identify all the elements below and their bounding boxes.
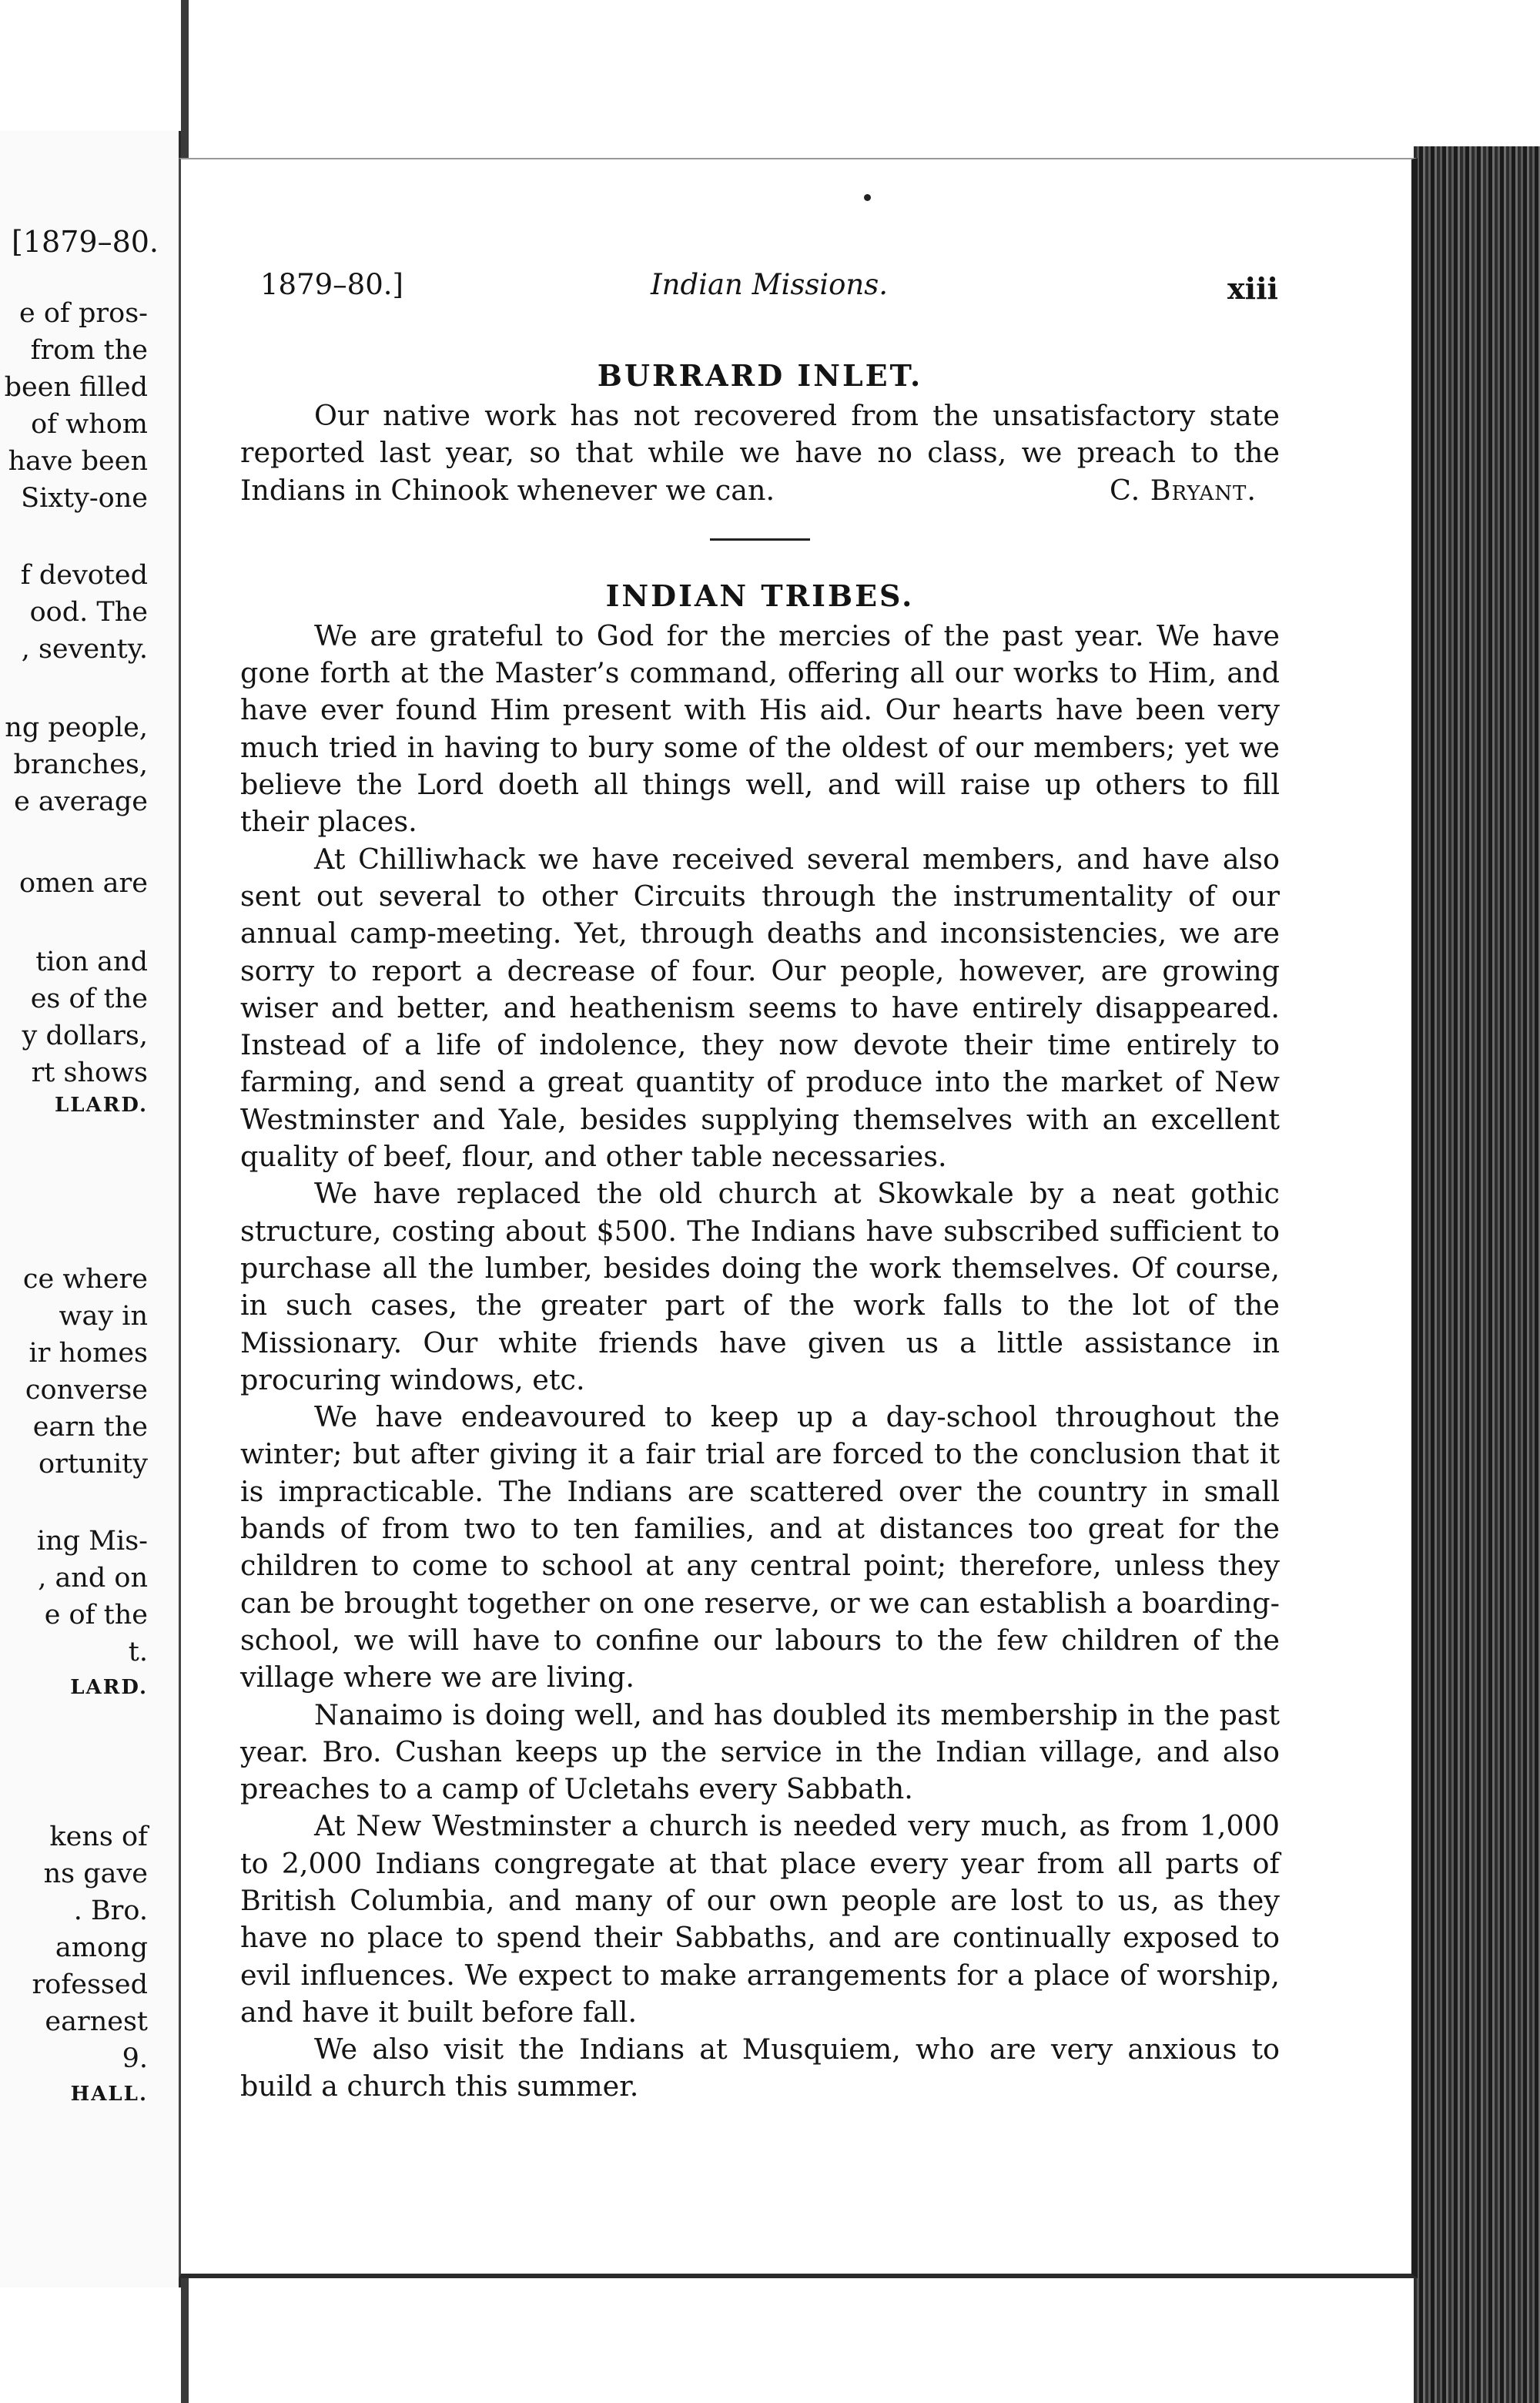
left-page-line: rofessed (32, 1969, 148, 2000)
section-divider-rule (710, 538, 810, 541)
left-page-line: tion and (35, 947, 148, 977)
left-page-line: been filled (4, 372, 148, 403)
left-page-line: ns gave (43, 1858, 148, 1889)
paragraph: At New Westminster a church is needed very much, as from 1,000 to 2,000 Indians congregate at that place every year from all parts of British Columbia, and many of our own people are lost to us, as they have no place to spend their Sabbaths, and are continually exposed to evil influences. We expect to make arrangements for a place of worship, and have it built before fall. (240, 1809, 1280, 2029)
left-page-signature: LLARD. (54, 1094, 148, 1117)
left-page-line: earn the (32, 1412, 148, 1443)
page-edge-top (1414, 0, 1540, 146)
left-page-fragment (0, 131, 181, 2287)
left-page-line: from the (30, 335, 148, 366)
left-page-line: e of pros- (19, 298, 148, 329)
section-heading-burrard-inlet: BURRARD INLET. (597, 358, 923, 393)
left-page-line: . Bro. (73, 1895, 148, 1926)
running-head-year: 1879–80.] (260, 268, 403, 301)
signature: C. Bryant. (1109, 473, 1257, 507)
paragraph: We have replaced the old church at Skowkale by a neat gothic structure, costing about $500. The Indians have subscribed sufficient to purchase all the lumber, besides doing the work themselves. Of course, in such cases, the greater part of the work falls to the lot of the Missionary. Our white friends have given us a little assistance in procuring windows, etc. (240, 1177, 1280, 1396)
ink-speck (864, 194, 871, 201)
left-page-line: 9. (122, 2043, 148, 2074)
left-page-line: t. (128, 1637, 148, 1667)
left-page-line: omen are (19, 868, 148, 899)
left-page-line: y dollars, (22, 1021, 148, 1051)
left-page-line: ing Mis- (36, 1526, 148, 1557)
section-heading-indian-tribes: INDIAN TRIBES. (605, 578, 915, 613)
left-page-line: , seventy. (21, 634, 148, 665)
left-page-signature: LARD. (70, 1676, 148, 1699)
left-page-line: ng people, (5, 712, 148, 743)
running-head-title: Indian Missions. (651, 268, 888, 301)
left-page-line: ood. The (29, 597, 148, 628)
paragraph (240, 397, 1280, 509)
left-page-line: ortunity (38, 1449, 148, 1480)
left-page-line: e average (14, 786, 148, 817)
paragraph: We are grateful to God for the mercies of the past year. We have gone forth at the Master’s command, offering all our works to Him, and have ever found Him present with His aid. Our hearts have been very much tried in having to bury some of the oldest of our members; yet we believe the Lord doeth all things well, and will raise up others to fill their places. (240, 618, 1280, 839)
left-page-line: branches, (13, 749, 148, 780)
paragraph: Nanaimo is doing well, and has doubled its membership in the past year. Bro. Cushan keeps up the service in the Indian village, and also preaches to a camp of Ucletahs every Sabbath. (240, 1698, 1280, 1806)
running-head (260, 268, 1278, 307)
paragraph: We also visit the Indians at Musquiem, who are very anxious to build a church this summer. (240, 2033, 1280, 2103)
paragraph: We have endeavoured to keep up a day-school throughout the winter; but after giving it a fair trial are forced to the conclusion that it is impracticable. The Indians are scattered over the country in small bands of from two to ten families, and at distances too great for the children to come to school at any central point; therefore, unless they can be brought together on one reserve, or we can establish a boarding-school, we will have to confine our labours to the few children of the village where we are living. (240, 1400, 1280, 1694)
left-page-line: f devoted (20, 560, 148, 591)
left-page-line: converse (25, 1375, 148, 1406)
left-page-line: , and on (38, 1563, 148, 1594)
left-page-line: Sixty-one (21, 483, 148, 514)
left-page-line: rt shows (31, 1057, 148, 1088)
left-page-signature: HALL. (70, 2083, 148, 2106)
paragraph: At Chilliwhack we have received several members, and have also sent out several to other Circuits through the instrumentality of our annual camp-meeting. Yet, through deaths and inconsistencies, we are sorry to report a decrease of four. Our people, however, are growing wiser and better, and heathenism seems to have entirely disappeared. Instead of a life of indolence, they now devote their time entirely to farming, and send a great quantity of produce into the market of New Westminster and Yale, besides supplying themselves with an excellent quality of beef, flour, and other table necessaries. (240, 842, 1280, 1174)
left-page-line: have been (8, 446, 148, 477)
left-page-running-head: [1879–80. (12, 225, 159, 259)
paragraph-text: Our native work has not recovered from the unsatisfactory state reported last year, so that while we have no class, we preach to the Indians in Chinook whenever we can. (240, 399, 1280, 507)
text-column (240, 354, 1280, 2106)
left-page-line: kens of (49, 1822, 148, 1852)
left-page-line: e of the (44, 1600, 148, 1630)
left-page-line: of whom (31, 409, 148, 440)
left-page-line: among (55, 1932, 148, 1963)
page-number: xiii (1227, 271, 1278, 306)
left-page-line: way in (59, 1301, 148, 1332)
left-page-line: earnest (45, 2006, 148, 2037)
page-edge-stack (1414, 146, 1540, 2403)
left-page-line: ce where (22, 1264, 148, 1295)
left-page-line: es of the (30, 984, 148, 1014)
left-page-line: ir homes (28, 1338, 148, 1369)
